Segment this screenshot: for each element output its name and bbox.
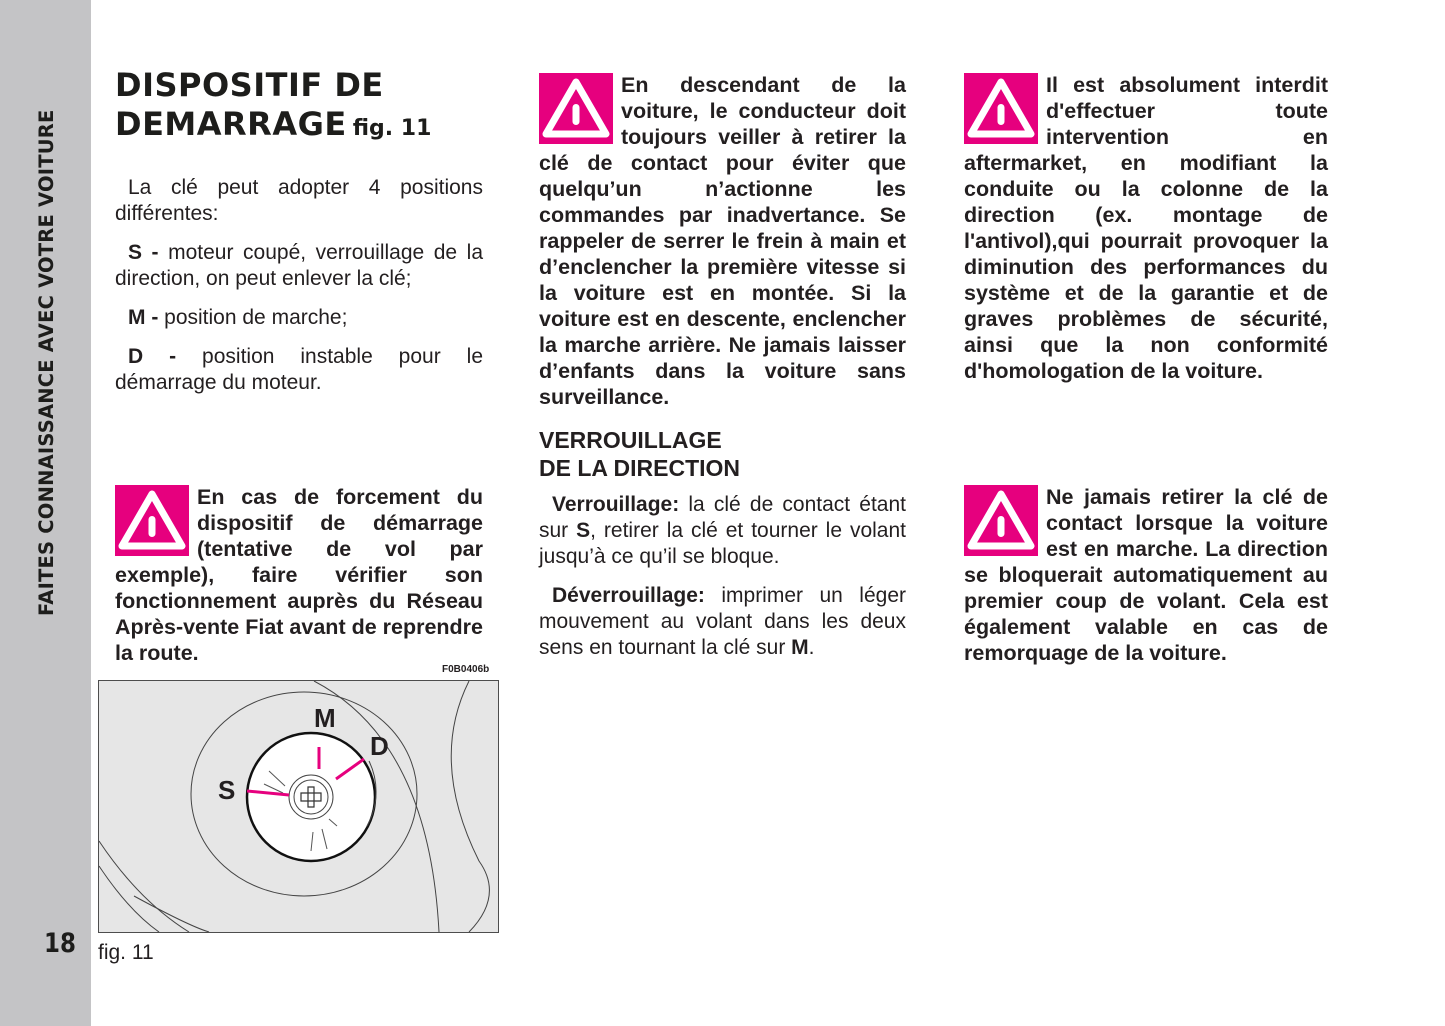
- sidebar: [0, 0, 91, 1026]
- unlock-text: imprimer un léger mouvement au volant dans les deux sens en tournant la clé sur: [539, 584, 906, 659]
- warning-triangle-icon: [115, 485, 189, 556]
- lock-key: S: [576, 519, 591, 542]
- title-figure-reference: fig. 11: [352, 116, 432, 141]
- warning-triangle-icon: [539, 73, 613, 144]
- position-s: [115, 240, 483, 292]
- subtitle-line-2: DE LA DIRECTION: [539, 455, 741, 481]
- warning-block-3: [964, 72, 1328, 384]
- unlock-end: .: [808, 636, 815, 659]
- figure-caption: fig. 11: [98, 941, 154, 964]
- warning-text: [115, 484, 483, 666]
- ignition-switch-illustration: [99, 681, 498, 932]
- intro-paragraph: La clé peut adopter 4 positions différentes:: [115, 176, 483, 225]
- position-text: position de marche;: [158, 306, 348, 329]
- position-text: position instable pour le démarrage du moteur.: [115, 345, 483, 394]
- page-number: 18: [44, 928, 76, 959]
- section-title: FAITES CONNAISSANCE AVEC VOTRE VOITURE: [35, 109, 58, 616]
- warning-body: En cas de forcement du dispositif de démarrage (tentative de vol par exemple), faire vérifier son fonctionnement auprès du Réseau Après-vente Fiat avant de reprendre la route.: [115, 485, 484, 665]
- lock-label: Verrouillage:: [552, 493, 680, 516]
- lock-paragraph: [539, 492, 906, 570]
- figure-code: F0B0406b: [442, 664, 490, 675]
- lock-text: , retirer la clé et tourner le volant jusqu’à ce qu’il se bloque.: [539, 519, 907, 568]
- position-key: M -: [128, 306, 159, 329]
- position-key: S -: [128, 241, 159, 264]
- warning-block-4: [964, 484, 1328, 666]
- subtitle-line-1: VERROUILLAGE: [539, 427, 722, 453]
- unlock-label: Déverrouillage:: [552, 584, 705, 607]
- title-line-1: DISPOSITIF DE: [115, 66, 384, 104]
- warning-block-2: [539, 72, 906, 410]
- label-m: M: [314, 703, 336, 733]
- ignition-figure: [98, 680, 499, 933]
- position-key: D -: [128, 345, 177, 368]
- unlock-paragraph: [539, 583, 906, 661]
- warning-text: [964, 484, 1328, 666]
- lock-text: la clé de contact étant sur: [539, 493, 906, 542]
- position-d: [115, 344, 483, 396]
- warning-triangle-icon: [964, 485, 1038, 556]
- page-title: [115, 66, 483, 148]
- title-line-2: DEMARRAGE: [115, 105, 347, 143]
- warning-triangle-icon: [964, 73, 1038, 144]
- warning-block-1: [115, 484, 483, 666]
- label-d: D: [370, 731, 389, 761]
- warning-body: Ne jamais retirer la clé de contact lorsque la voiture est en marche. La direction se bloquerait automatiquement au premier coup de volant. Cela est également valable en cas de remorquage de la voiture.: [964, 485, 1328, 665]
- column-2: [539, 72, 906, 674]
- unlock-key: M: [791, 636, 809, 659]
- column-3: [964, 72, 1328, 384]
- label-s: S: [218, 775, 236, 805]
- warning-body: En descendant de la voiture, le conducteur doit toujours veiller à retirer la clé de contact pour éviter que quelqu’un n’actionne les commandes par inadvertance. Se rappeler de serrer le frein à main et d’enclencher la première vitesse si la voiture est en montée. Si la voiture est en descente, enclencher la marche arrière. Ne jamais laisser d’enfants dans la voiture sans surveillance.: [539, 73, 906, 409]
- column-1: [115, 66, 483, 409]
- position-m: [115, 305, 483, 331]
- section-subtitle: [539, 426, 906, 482]
- position-text: moteur coupé, verrouillage de la direction, on peut enlever la clé;: [115, 241, 483, 290]
- warning-body: Il est absolument interdit d'effectuer toute intervention en aftermarket, en modifiant la conduite ou la colonne de la direction (ex. montage de l'antivol),qui pourrait provoquer la diminution des performances du système et de la garantie et de graves problèmes de sécurité, ainsi que la non conformité d'homologation de la voiture.: [964, 73, 1328, 383]
